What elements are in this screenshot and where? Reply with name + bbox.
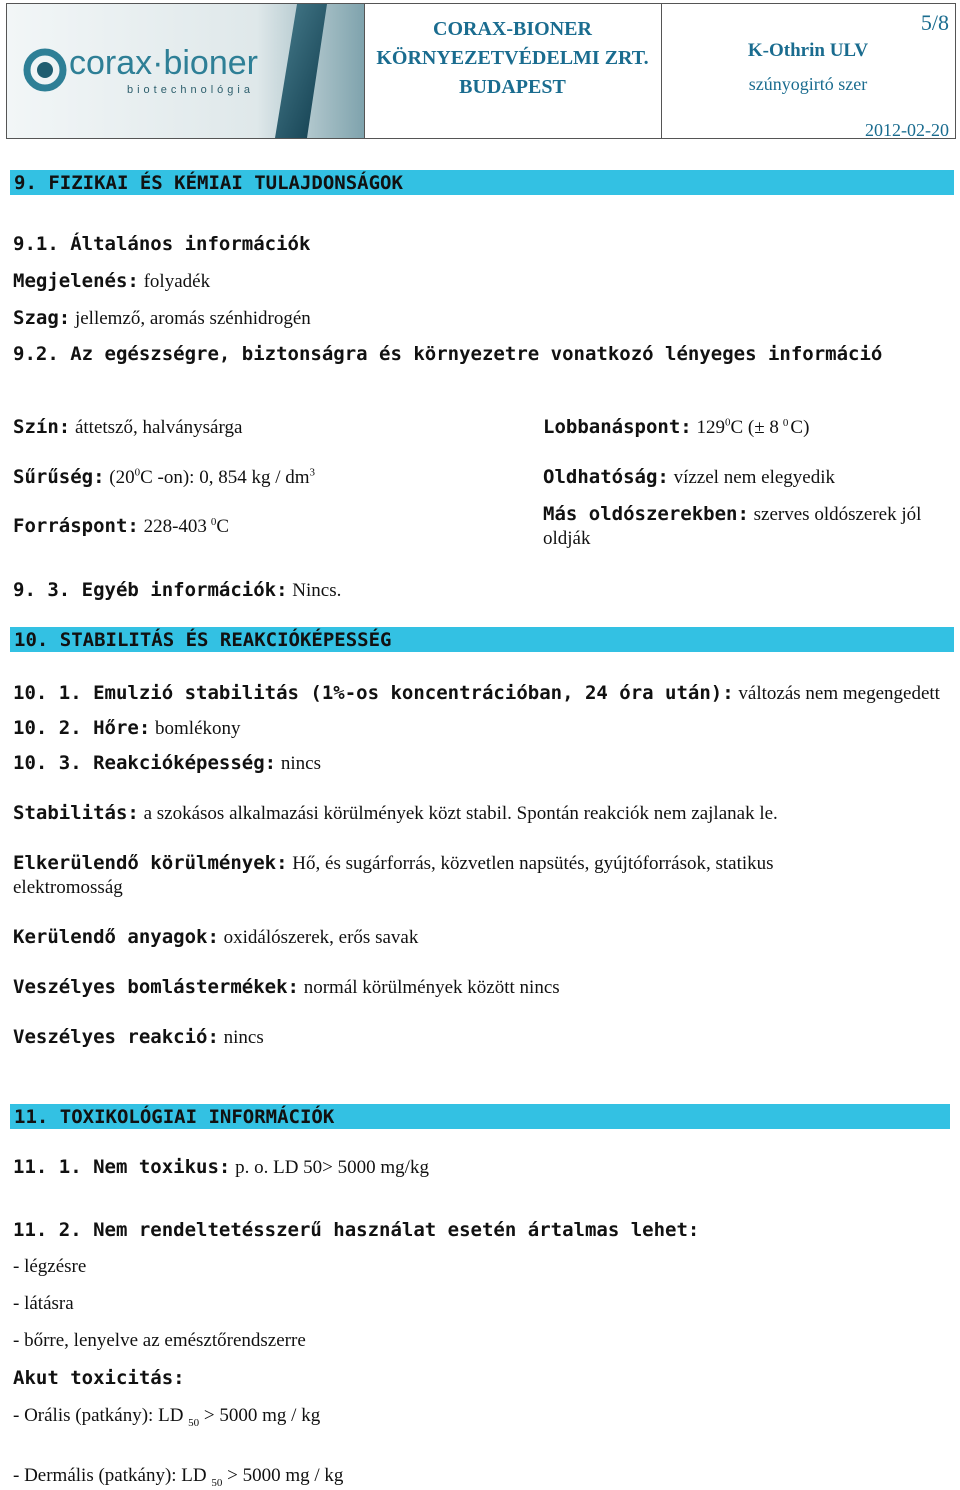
hazardous-reaction-label: Veszélyes reakció: bbox=[13, 1026, 219, 1048]
risk-item: - látásra bbox=[13, 1293, 74, 1314]
hazardous-reaction-value: nincs bbox=[223, 1027, 264, 1048]
color-row bbox=[13, 416, 242, 439]
oral-toxicity-row bbox=[13, 1405, 320, 1429]
subsection-9-3 bbox=[13, 579, 341, 602]
other-solvents-label: Más oldószerekben: bbox=[543, 503, 749, 525]
color-value: áttetsző, halványsárga bbox=[74, 417, 243, 438]
stability-row bbox=[13, 802, 778, 825]
solubility-label: Oldhatóság: bbox=[543, 466, 669, 488]
item-10-2 bbox=[13, 717, 241, 740]
odor-value: jellemző, aromás szénhidrogén bbox=[74, 308, 311, 329]
item-11-2-label: 11. 2. Nem rendeltetésszerű használat esetén ártalmas lehet: bbox=[13, 1219, 700, 1241]
section-9-title: 9. FIZIKAI ÉS KÉMIAI TULAJDONSÁGOK bbox=[14, 172, 403, 194]
density-row bbox=[13, 466, 315, 489]
item-10-3-label: 10. 3. Reakcióképesség: bbox=[13, 752, 277, 774]
boiling-point-label: Forráspont: bbox=[13, 515, 139, 537]
other-solvents-value-cont: oldják bbox=[543, 528, 591, 549]
subsection-9-3-value: Nincs. bbox=[292, 580, 342, 601]
hazardous-reaction-row bbox=[13, 1026, 264, 1049]
company-type: KÖRNYEZETVÉDELMI ZRT. bbox=[376, 47, 649, 69]
other-solvents-row bbox=[543, 503, 921, 526]
degree-superscript: 0 bbox=[134, 466, 141, 479]
company-city: BUDAPEST bbox=[459, 76, 566, 98]
product-cell bbox=[661, 4, 955, 138]
appearance-label: Megjelenés: bbox=[13, 270, 139, 292]
logo-text: corax·bioner bbox=[69, 44, 258, 82]
flash-point-value: 129 bbox=[696, 417, 725, 438]
degree-superscript: 0 bbox=[210, 515, 217, 528]
subsection-9-3-label: 9. 3. Egyéb információk: bbox=[13, 579, 288, 601]
degree-superscript: 0 bbox=[724, 416, 731, 429]
cubic-superscript: 3 bbox=[309, 466, 316, 479]
boiling-point-value: 228-403 bbox=[143, 516, 207, 537]
boiling-point-unit: C bbox=[216, 516, 230, 537]
item-10-2-value: bomlékony bbox=[155, 718, 241, 739]
product-type: szúnyogirtó szer bbox=[748, 74, 868, 94]
item-11-1 bbox=[13, 1156, 429, 1179]
avoid-conditions-value: Hő, és sugárforrás, közvetlen napsütés, gyújtóforrások, statikus bbox=[292, 853, 774, 874]
company-name: CORAX-BIONER bbox=[433, 18, 592, 40]
document-date: 2012-02-20 bbox=[865, 120, 949, 140]
density-label: Sűrűség: bbox=[13, 466, 105, 488]
risk-item: - bőrre, lenyelve az emésztőrendszerre bbox=[13, 1330, 306, 1351]
degree-superscript: 0 bbox=[782, 416, 789, 429]
page-number: 5/8 bbox=[920, 10, 949, 35]
section-9-bar bbox=[10, 170, 954, 195]
appearance-value: folyadék bbox=[143, 271, 211, 292]
item-10-1 bbox=[13, 682, 940, 705]
odor-row bbox=[13, 307, 311, 330]
oral-toxicity-value: > 5000 mg / kg bbox=[203, 1405, 321, 1426]
solubility-value: vízzel nem elegyedik bbox=[673, 467, 836, 488]
stability-label: Stabilitás: bbox=[13, 802, 139, 824]
dermal-toxicity-label: - Dermális (patkány): LD bbox=[13, 1465, 207, 1486]
ld-subscript: 50 bbox=[211, 1476, 223, 1489]
section-11-bar bbox=[10, 1104, 950, 1129]
ld-subscript: 50 bbox=[188, 1416, 200, 1429]
solubility-row bbox=[543, 466, 835, 489]
subsection-9-2: 9.2. Az egészségre, biztonságra és környezetre vonatkozó lényeges információ bbox=[13, 343, 883, 365]
density-value: C -on): 0, 854 kg / dm bbox=[140, 467, 310, 488]
decomposition-products-value: normál körülmények között nincs bbox=[303, 977, 560, 998]
document-header bbox=[6, 3, 956, 139]
section-10-title: 10. STABILITÁS ÉS REAKCIÓKÉPESSÉG bbox=[14, 629, 392, 651]
decomposition-products-row bbox=[13, 976, 560, 999]
flash-point-label: Lobbanáspont: bbox=[543, 416, 692, 438]
section-11-title: 11. TOXIKOLÓGIAI INFORMÁCIÓK bbox=[14, 1106, 335, 1128]
item-10-2-label: 10. 2. Hőre: bbox=[13, 717, 151, 739]
dermal-toxicity-row bbox=[13, 1465, 343, 1489]
incompatible-materials-label: Kerülendő anyagok: bbox=[13, 926, 219, 948]
stability-value: a szokásos alkalmazási körülmények közt stabil. Spontán reakciók nem zajlanak le. bbox=[143, 803, 778, 824]
flash-point-row bbox=[543, 416, 809, 439]
subsection-9-1: 9.1. Általános információk bbox=[13, 233, 311, 255]
boiling-point-row bbox=[13, 515, 229, 538]
item-11-1-value: p. o. LD 50> 5000 mg/kg bbox=[235, 1157, 429, 1178]
incompatible-materials-value: oxidálószerek, erős savak bbox=[223, 927, 419, 948]
item-10-3 bbox=[13, 752, 321, 775]
density-value: (20 bbox=[109, 467, 135, 488]
odor-label: Szag: bbox=[13, 307, 71, 329]
item-11-1-label: 11. 1. Nem toxikus: bbox=[13, 1156, 231, 1178]
decomposition-products-label: Veszélyes bomlástermékek: bbox=[13, 976, 299, 998]
avoid-conditions-label: Elkerülendő körülmények: bbox=[13, 852, 288, 874]
risk-item: - légzésre bbox=[13, 1256, 87, 1277]
incompatible-materials-row bbox=[13, 926, 418, 949]
avoid-conditions-value-cont: elektromosság bbox=[13, 877, 123, 898]
section-10-bar bbox=[10, 627, 954, 652]
color-label: Szín: bbox=[13, 416, 71, 438]
item-10-1-value: változás nem megengedett bbox=[738, 683, 940, 704]
flash-point-unit: C (± 8 bbox=[730, 417, 779, 438]
company-cell bbox=[364, 4, 662, 138]
oral-toxicity-label: - Orális (patkány): LD bbox=[13, 1405, 184, 1426]
logo-cell bbox=[7, 4, 365, 138]
item-10-3-value: nincs bbox=[280, 753, 321, 774]
avoid-conditions-row bbox=[13, 852, 774, 875]
appearance-row bbox=[13, 270, 210, 293]
dermal-toxicity-value: > 5000 mg / kg bbox=[227, 1465, 344, 1486]
other-solvents-value: szerves oldószerek jól bbox=[753, 504, 922, 525]
item-10-1-label: 10. 1. Emulzió stabilitás (1%-os koncentrációban, 24 óra után): bbox=[13, 682, 734, 704]
product-name: K-Othrin ULV bbox=[747, 40, 869, 61]
flash-point-unit: C) bbox=[790, 417, 810, 438]
logo-subtext: biotechnológia bbox=[127, 84, 254, 96]
acute-toxicity-label: Akut toxicitás: bbox=[13, 1367, 185, 1389]
